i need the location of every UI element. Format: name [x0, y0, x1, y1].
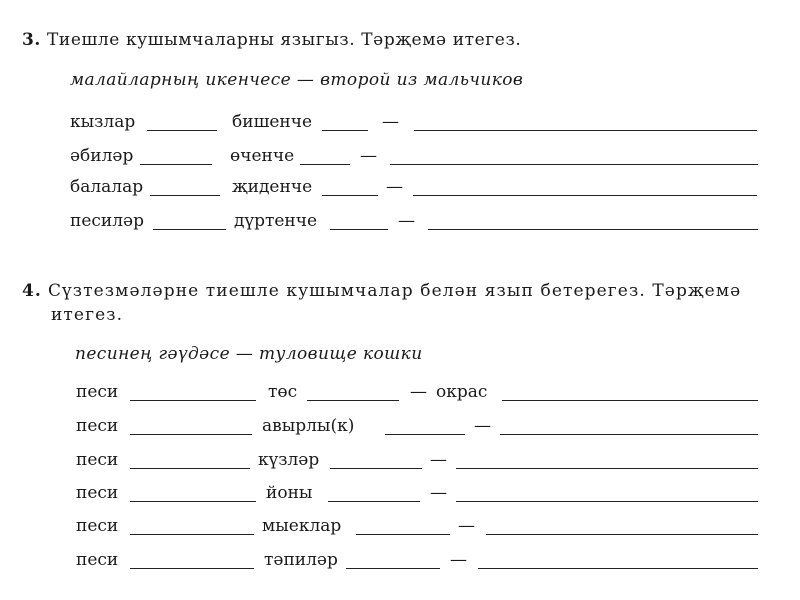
task-3-number: 3.: [22, 30, 41, 50]
task-3-row: [0, 211, 800, 235]
subject-suffix-blank[interactable]: [130, 434, 252, 435]
row-dash: —: [398, 211, 415, 231]
translation-blank[interactable]: [500, 434, 758, 435]
row-part: йоны: [266, 483, 313, 503]
translation-blank[interactable]: [478, 568, 758, 569]
part-suffix-blank[interactable]: [330, 468, 422, 469]
word-suffix-blank[interactable]: [150, 195, 220, 196]
translation-blank[interactable]: [502, 400, 758, 401]
task-4-row: [0, 483, 800, 507]
row-ordinal: бишенче: [232, 112, 313, 132]
task-3-row: [0, 177, 800, 201]
translation-blank[interactable]: [390, 164, 758, 165]
translation-blank[interactable]: [456, 468, 758, 469]
task-4-instruction-line1: Сүзтезмәләрне тиешле кушымчалар белән язып бетерегез. Тәрҗемә: [47, 281, 742, 301]
task-3-row: [0, 146, 800, 170]
row-subject: песи: [76, 550, 119, 570]
subject-suffix-blank[interactable]: [130, 568, 254, 569]
row-word: кызлар: [70, 112, 136, 132]
row-dash: —: [430, 483, 447, 503]
row-translation-hint: окрас: [436, 382, 488, 402]
word-suffix-blank[interactable]: [147, 130, 217, 131]
row-dash: —: [450, 550, 467, 570]
row-subject: песи: [76, 483, 119, 503]
ordinal-suffix-blank[interactable]: [300, 164, 350, 165]
row-part: мыеклар: [262, 516, 342, 536]
row-dash: —: [360, 146, 377, 166]
task-4-row: [0, 450, 800, 474]
subject-suffix-blank[interactable]: [130, 501, 256, 502]
row-ordinal: дүртенче: [234, 211, 318, 231]
task-4-number: 4.: [22, 281, 42, 301]
part-suffix-blank[interactable]: [346, 568, 440, 569]
word-suffix-blank[interactable]: [153, 229, 226, 230]
row-part: күзләр: [258, 450, 320, 470]
part-suffix-blank[interactable]: [307, 400, 399, 401]
ordinal-suffix-blank[interactable]: [322, 130, 368, 131]
row-subject: песи: [76, 516, 119, 536]
part-suffix-blank[interactable]: [356, 534, 450, 535]
row-part: тәпиләр: [264, 550, 338, 570]
task-4-example: песинең гәүдәсе — туловище кошки: [75, 344, 423, 364]
task-4-row: [0, 382, 800, 406]
translation-blank[interactable]: [456, 501, 758, 502]
row-subject: песи: [76, 416, 119, 436]
row-part: төс: [268, 382, 298, 402]
part-suffix-blank[interactable]: [328, 501, 420, 502]
task-3-instruction-text: Тиешле кушымчаларны языгыз. Тәрҗемә итегез.: [46, 30, 522, 50]
word-suffix-blank[interactable]: [140, 164, 212, 165]
ordinal-suffix-blank[interactable]: [322, 195, 378, 196]
row-word: песиләр: [70, 211, 144, 231]
row-dash: —: [458, 516, 475, 536]
translation-blank[interactable]: [413, 195, 757, 196]
subject-suffix-blank[interactable]: [130, 400, 256, 401]
task-4-instruction-continued: итегез.: [51, 305, 124, 325]
task-4-row: [0, 416, 800, 440]
row-subject: песи: [76, 382, 119, 402]
row-word: әбиләр: [70, 146, 134, 166]
subject-suffix-blank[interactable]: [130, 534, 254, 535]
row-dash: —: [474, 416, 491, 436]
translation-blank[interactable]: [486, 534, 758, 535]
task-3-row: [0, 112, 800, 136]
task-4-instruction: [22, 281, 741, 301]
translation-blank[interactable]: [414, 130, 757, 131]
row-ordinal: өченче: [230, 146, 295, 166]
row-ordinal: җиденче: [232, 177, 313, 197]
subject-suffix-blank[interactable]: [130, 468, 250, 469]
row-dash: —: [430, 450, 447, 470]
row-dash: —: [382, 112, 399, 132]
translation-blank[interactable]: [428, 229, 758, 230]
task-3-instruction: [22, 30, 521, 50]
ordinal-suffix-blank[interactable]: [330, 229, 388, 230]
task-3-example: малайларның икенчесе — второй из мальчиков: [70, 70, 524, 90]
task-4-row: [0, 516, 800, 540]
row-word: балалар: [70, 177, 144, 197]
task-4-row: [0, 550, 800, 574]
row-dash: —: [386, 177, 403, 197]
row-subject: песи: [76, 450, 119, 470]
part-suffix-blank[interactable]: [385, 434, 465, 435]
row-dash: —: [410, 382, 427, 402]
row-part: авырлы(к): [262, 416, 355, 436]
